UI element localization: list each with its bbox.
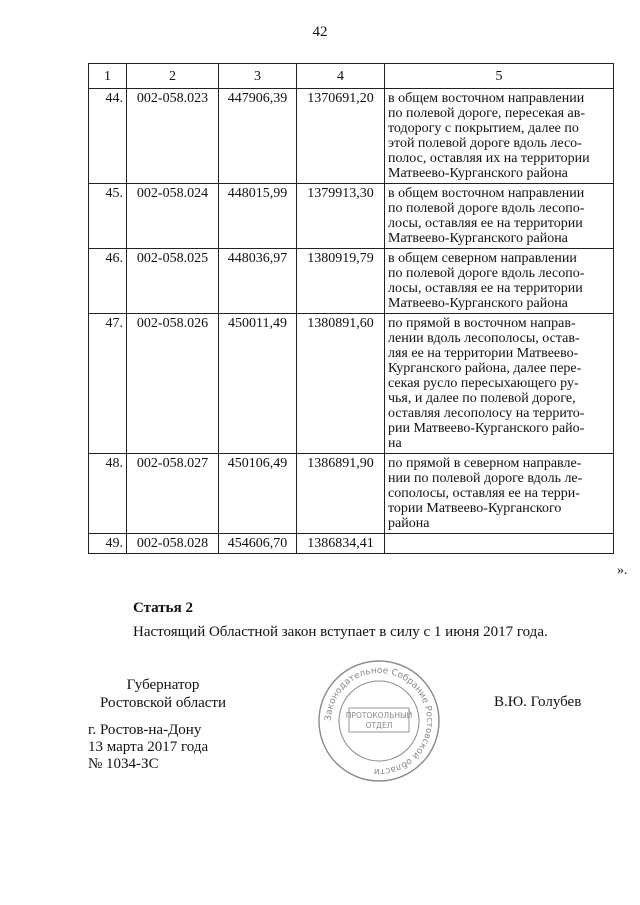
governor-title-line: Губернатор xyxy=(126,677,200,693)
point-code: 002-058.025 xyxy=(127,249,219,314)
official-seal-icon xyxy=(316,658,442,784)
table-row xyxy=(89,314,614,454)
governor-title xyxy=(88,676,238,712)
coord-y: 1386891,90 xyxy=(297,454,385,534)
coord-y: 1379913,30 xyxy=(297,184,385,249)
description-line: чья, и далее по полевой дороге, xyxy=(388,391,576,406)
description-line: в общем восточном направлении xyxy=(388,91,585,106)
description-line: лосы, оставляя ее на территории xyxy=(388,216,583,231)
table-header-row xyxy=(89,64,614,89)
place-date-block xyxy=(88,722,208,773)
table-row xyxy=(89,534,614,554)
boundary-table xyxy=(88,63,614,554)
city: г. Ростов-на-Дону xyxy=(88,722,202,738)
table-row xyxy=(89,454,614,534)
coord-x: 448015,99 xyxy=(219,184,297,249)
column-header: 2 xyxy=(127,64,219,89)
law-number: № 1034-ЗС xyxy=(88,756,159,772)
point-code: 002-058.027 xyxy=(127,454,219,534)
description-line: Матвеево-Курганского района xyxy=(388,231,568,246)
coord-x: 450106,49 xyxy=(219,454,297,534)
coord-y: 1370691,20 xyxy=(297,89,385,184)
article-heading: Статья 2 xyxy=(133,600,193,616)
description-line: рии Матвеево-Курганского райо- xyxy=(388,421,585,436)
description-line: секая русло пересыхающего ру- xyxy=(388,376,579,391)
table-row xyxy=(89,184,614,249)
column-header: 3 xyxy=(219,64,297,89)
boundary-description xyxy=(385,89,614,184)
description-line: по полевой дороге, пересекая ав- xyxy=(388,106,585,121)
description-line: на xyxy=(388,436,402,451)
seal-center-line: ОТДЕЛ xyxy=(365,721,393,730)
point-code: 002-058.024 xyxy=(127,184,219,249)
description-line: Матвеево-Курганского района xyxy=(388,166,568,181)
description-line: нии по полевой дороге вдоль ле- xyxy=(388,471,583,486)
point-code: 002-058.026 xyxy=(127,314,219,454)
row-number: 46. xyxy=(89,249,127,314)
governor-name: В.Ю. Голубев xyxy=(494,694,582,710)
description-line: по прямой в северном направле- xyxy=(388,456,582,471)
description-line: лосы, оставляя ее на территории xyxy=(388,281,583,296)
page-number: 42 xyxy=(312,24,328,40)
closing-quote: ». xyxy=(617,563,628,578)
table-row xyxy=(89,249,614,314)
row-number: 47. xyxy=(89,314,127,454)
description-line: по полевой дороге вдоль лесопо- xyxy=(388,201,585,216)
description-line: полос, оставляя их на территории xyxy=(388,151,590,166)
description-line: сополосы, оставляя ее на терри- xyxy=(388,486,580,501)
coord-y: 1380919,79 xyxy=(297,249,385,314)
seal-ring-text: Законодательное Собрание Ростовской области xyxy=(323,665,435,777)
description-line: тодорогу с покрытием, далее по xyxy=(388,121,579,136)
coord-x: 448036,97 xyxy=(219,249,297,314)
description-line: этой полевой дороге вдоль лесо- xyxy=(388,136,582,151)
governor-title-line: Ростовской области xyxy=(100,695,226,711)
point-code: 002-058.028 xyxy=(127,534,219,554)
description-line: в общем северном направлении xyxy=(388,251,577,266)
signing-date: 13 марта 2017 года xyxy=(88,739,209,755)
description-line: по прямой в восточном направ- xyxy=(388,316,576,331)
seal-center-line: ПРОТОКОЛЬНЫЙ xyxy=(345,711,413,720)
description-line: в общем восточном направлении xyxy=(388,186,585,201)
description-line: оставляя лесополосу на террито- xyxy=(388,406,585,421)
coord-x: 447906,39 xyxy=(219,89,297,184)
boundary-description xyxy=(385,314,614,454)
coord-y: 1386834,41 xyxy=(297,534,385,554)
coord-y: 1380891,60 xyxy=(297,314,385,454)
row-number: 48. xyxy=(89,454,127,534)
description-line: района xyxy=(388,516,430,531)
description-line: тории Матвеево-Курганского xyxy=(388,501,562,516)
description-line: лении вдоль лесополосы, остав- xyxy=(388,331,580,346)
boundary-description xyxy=(385,534,614,554)
description-line: ляя ее на территории Матвеево- xyxy=(388,346,579,361)
description-line: Матвеево-Курганского района xyxy=(388,296,568,311)
description-line: Курганского района, далее пере- xyxy=(388,361,582,376)
article-text: Настоящий Областной закон вступает в силу с 1 июня 2017 года. xyxy=(133,624,548,640)
description-line: по полевой дороге вдоль лесопо- xyxy=(388,266,585,281)
point-code: 002-058.023 xyxy=(127,89,219,184)
row-number: 49. xyxy=(89,534,127,554)
table-body xyxy=(89,89,614,554)
column-header: 5 xyxy=(385,64,614,89)
boundary-description xyxy=(385,454,614,534)
row-number: 45. xyxy=(89,184,127,249)
row-number: 44. xyxy=(89,89,127,184)
column-header: 1 xyxy=(89,64,127,89)
coord-x: 454606,70 xyxy=(219,534,297,554)
boundary-description xyxy=(385,249,614,314)
coord-x: 450011,49 xyxy=(219,314,297,454)
table-row xyxy=(89,89,614,184)
boundary-description xyxy=(385,184,614,249)
column-header: 4 xyxy=(297,64,385,89)
